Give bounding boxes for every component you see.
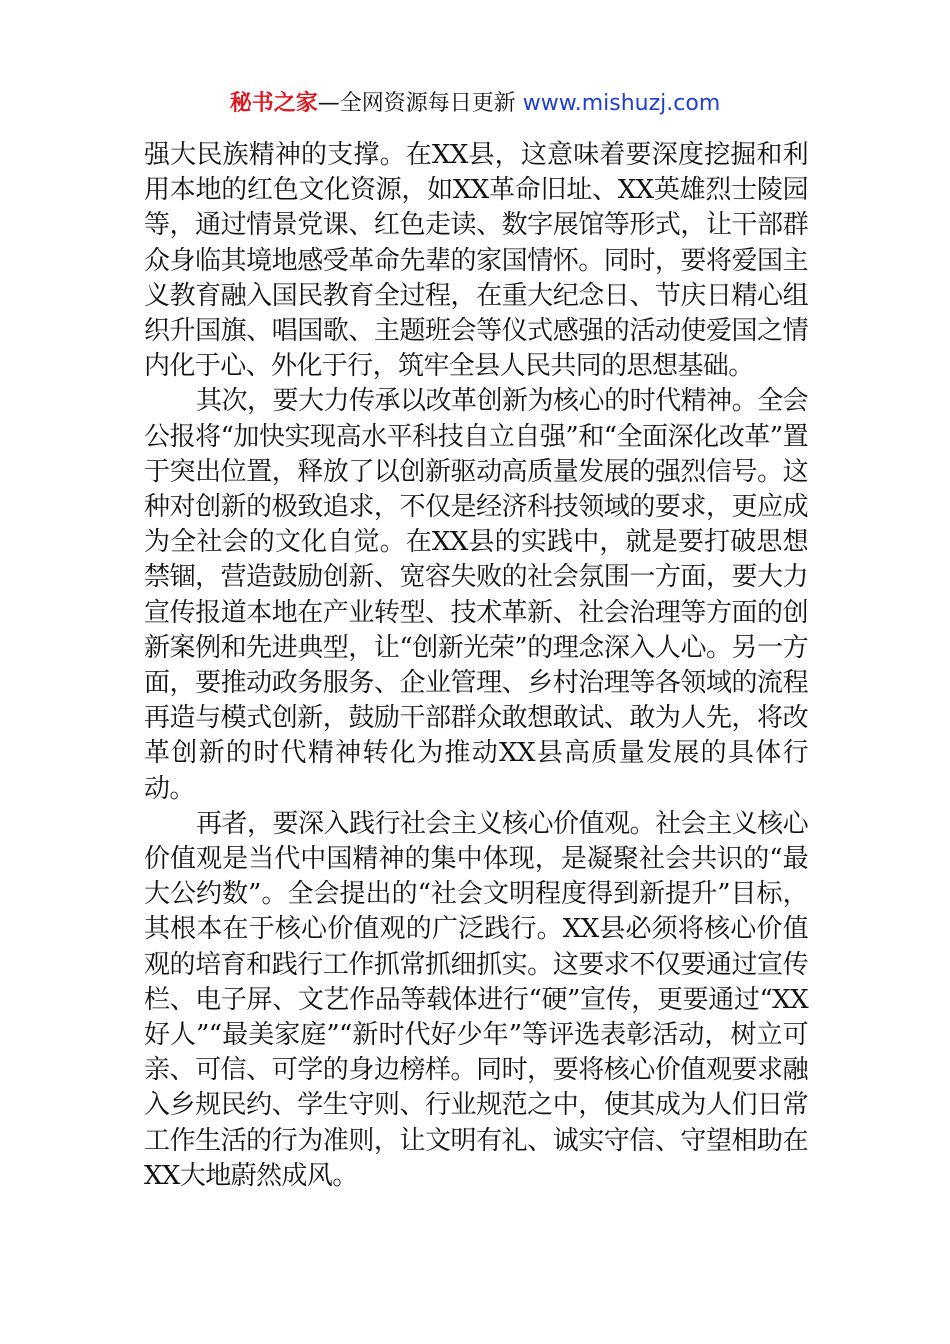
paragraph-innovation: 其次，要大力传承以改革创新为核心的时代精神。全会公报将“加快实现高水平科技自立自强”和“全面深化改革”置于突出位置，释放了以创新驱动高质量发展的强烈信号。这种对创新的极致追求，不仅是经济科技领域的要求，更应成为全社会的文化自觉。在XX县的实践中，就是要打破思想禁锢，营造鼓励创新、宽容失败的社会氛围一方面，要大力宣传报道本地在产业转型、技术革新、社会治理等方面的创新案例和先进典型，让“创新光荣”的理念深入人心。另一方面，要推动政务服务、企业管理、乡村治理等各领域的流程再造与模式创新，鼓励干部群众敢想敢试、敢为人先，将改革创新的时代精神转化为推动XX县高质量发展的具体行动。 (144, 386, 808, 804)
site-tagline: —全网资源每日更新 (317, 91, 516, 116)
paragraph-continued: 强大民族精神的支撑。在XX县，这意味着要深度挖掘和利用本地的红色文化资源，如XX革命旧址、XX英雄烈士陵园等，通过情景党课、红色走读、数字展馆等形式，让干部群众身临其境地感受革命先辈的家国情怀。同时，要将爱国主义教育融入国民教育全过程，在重大纪念日、节庆日精心组织升国旗、唱国歌、主题班会等仪式感强的活动使爱国之情内化于心、外化于行，筑牢全县人民共同的思想基础。 (144, 140, 808, 382)
document-body (144, 138, 808, 1194)
site-brand: 秘书之家 (229, 91, 318, 116)
site-header (0, 86, 950, 122)
site-url-link[interactable]: www.mishuzj.com (522, 91, 721, 116)
paragraph-core-values: 再者，要深入践行社会主义核心价值观。社会主义核心价值观是当代中国精神的集中体现，是凝聚社会共识的“最大公约数”。全会提出的“社会文明程度得到新提升”目标，其根本在于核心价值观的广泛践行。XX县必须将核心价值观的培育和践行工作抓常抓细抓实。这要求不仅要通过宣传栏、电子屏、文艺作品等载体进行“硬”宣传，更要通过“XX好人”“最美家庭”“新时代好少年”等评选表彰活动，树立可亲、可信、可学的身边榜样。同时，要将核心价值观要求融入乡规民约、学生守则、行业规范之中，使其成为人们日常工作生活的行为准则，让文明有礼、诚实守信、守望相助在XX大地蔚然成风。 (144, 808, 808, 1191)
